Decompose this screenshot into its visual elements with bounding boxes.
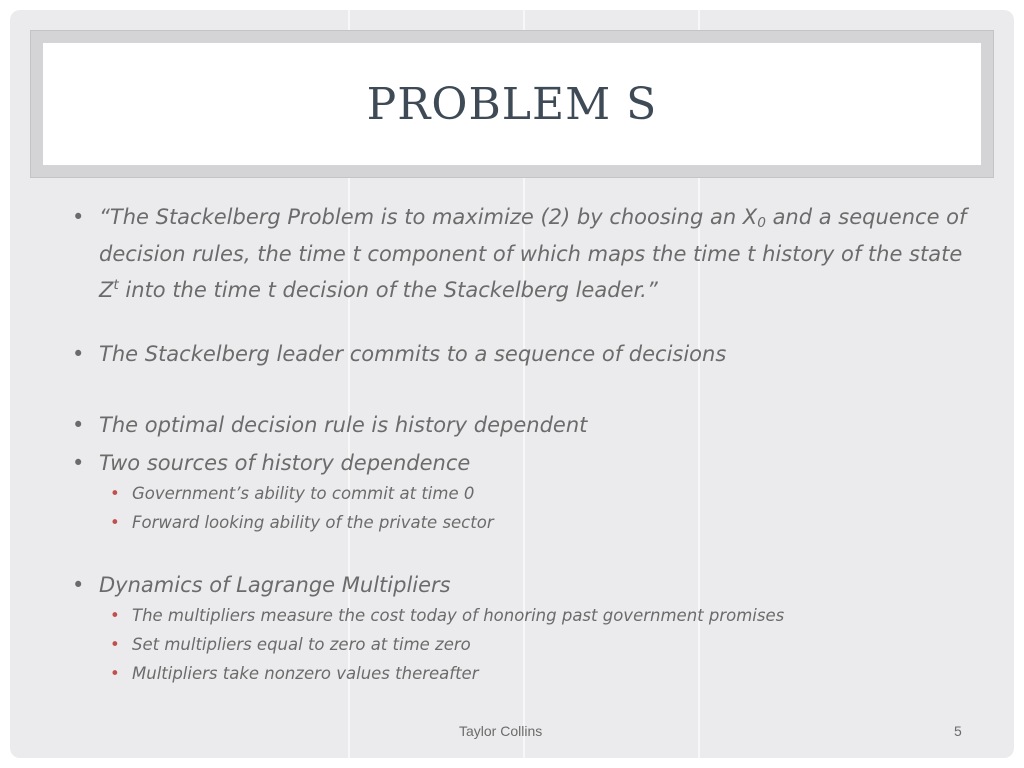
title-frame: [30, 30, 994, 178]
sub-bullet-text: Set multipliers equal to zero at time zero: [132, 635, 471, 654]
sub-bullet-marker: •: [110, 664, 120, 683]
sub-bullet-set-zero: [72, 630, 972, 659]
footer-author: Taylor Collins: [459, 723, 543, 739]
bullet-marker: •: [72, 413, 85, 437]
spacer: [72, 537, 972, 570]
sub-bullet-marker: •: [110, 635, 120, 654]
bullet-optimal-text: The optimal decision rule is history dependent: [99, 413, 588, 437]
bullet-sources-text: Two sources of history dependence: [99, 451, 471, 475]
bullet-dynamics-text: Dynamics of Lagrange Multipliers: [99, 573, 451, 597]
bullet-marker: •: [72, 573, 85, 597]
bullet-marker: •: [72, 205, 85, 229]
sub-bullet-text: Government’s ability to commit at time 0: [132, 484, 475, 503]
sub-bullet-multipliers-cost: [72, 601, 972, 630]
sub-bullet-marker: •: [110, 513, 120, 532]
sub-bullet-text: The multipliers measure the cost today of honoring past government promises: [132, 606, 785, 625]
quote-text-3: into the time t decision of the Stackelberg leader.”: [118, 278, 658, 302]
slide-content: [72, 202, 972, 688]
bullet-optimal: [72, 410, 972, 441]
bullet-marker: •: [72, 342, 85, 366]
bullet-sources: [72, 448, 972, 479]
page-number: 5: [954, 723, 962, 739]
quote-text-2: and a sequence of decision rules, the time t component of which maps the time t history of the state Z: [99, 205, 967, 302]
bullet-dynamics: [72, 570, 972, 601]
bullet-commit: [72, 339, 972, 370]
quote-subscript: 0: [757, 215, 766, 231]
sub-bullet-marker: •: [110, 606, 120, 625]
title-box: [43, 43, 981, 165]
sub-bullet-forward-looking: [72, 508, 972, 537]
sub-bullet-marker: •: [110, 484, 120, 503]
slide-title: PROBLEM S: [366, 78, 658, 130]
bullet-quote: [72, 202, 972, 306]
sub-bullet-nonzero: [72, 659, 972, 688]
spacer: [72, 370, 972, 410]
quote-text-1: “The Stackelberg Problem is to maximize (2) by choosing an X: [99, 205, 758, 229]
quote-superscript: t: [113, 277, 119, 293]
slide: [10, 10, 1014, 758]
bullet-commit-text: The Stackelberg leader commits to a sequence of decisions: [99, 342, 727, 366]
spacer: [72, 306, 972, 339]
bullet-marker: •: [72, 451, 85, 475]
sub-bullet-commit-time-0: [72, 479, 972, 508]
sub-bullet-text: Multipliers take nonzero values thereafter: [132, 664, 479, 683]
sub-bullet-text: Forward looking ability of the private sector: [132, 513, 494, 532]
